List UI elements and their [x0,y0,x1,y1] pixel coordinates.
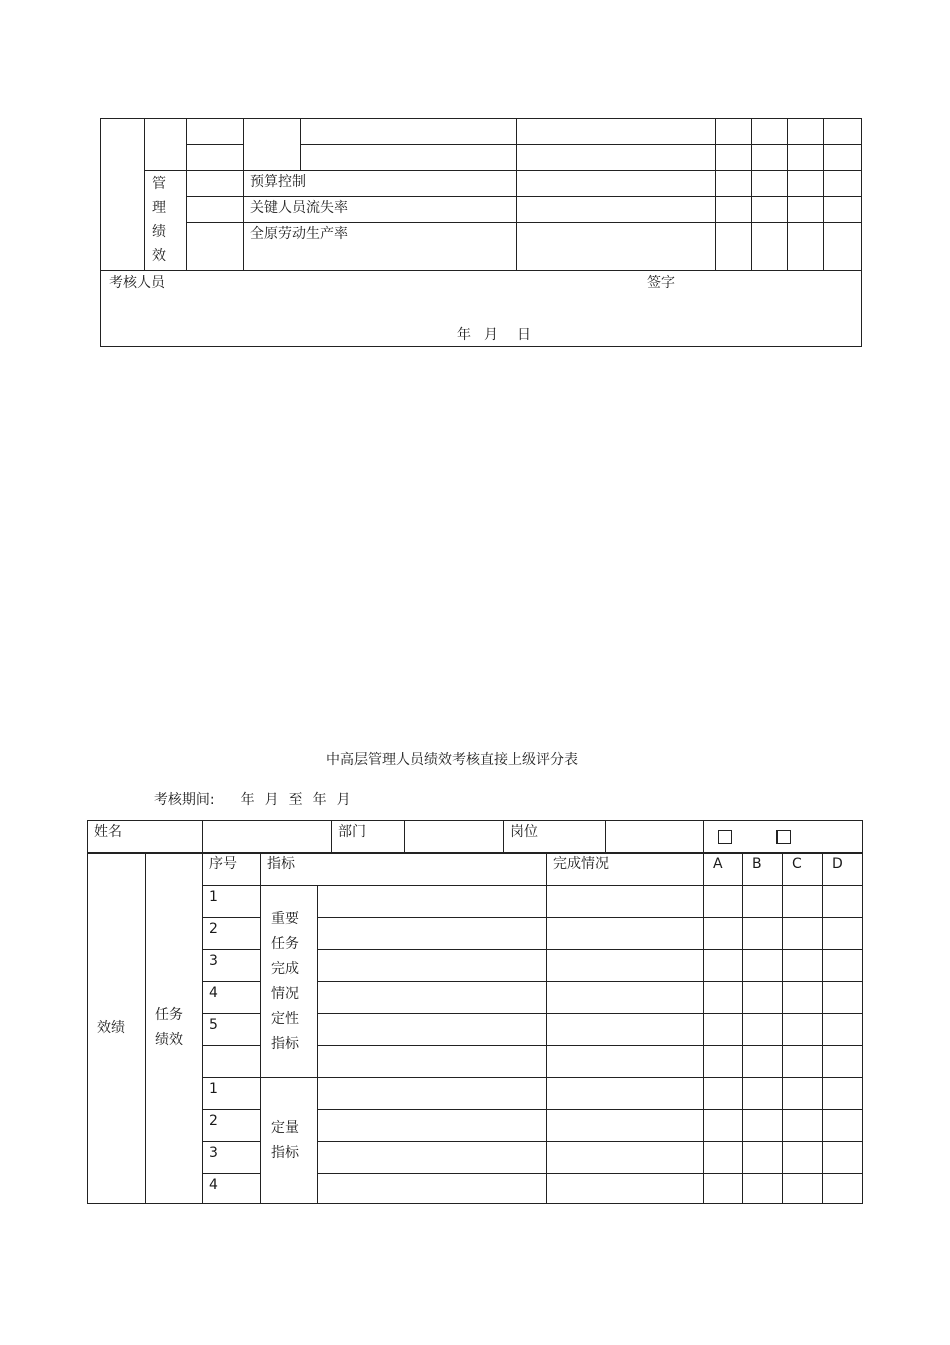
grade-cell[interactable] [704,1110,743,1142]
form1-cell[interactable] [187,145,244,171]
form1-grade-cell[interactable] [716,197,752,223]
form1-grade-cell[interactable] [752,223,788,271]
form1-table [100,118,862,347]
form1-cell[interactable] [517,119,716,145]
period-month-2: 月 [336,792,351,808]
grade-cell[interactable] [704,982,743,1014]
form1-cell [145,119,187,171]
grade-b-header: B [743,853,783,886]
grade-cell[interactable] [704,1046,743,1078]
form2-title: 中高层管理人员绩效考核直接上级评分表 [326,752,578,768]
grade-cell[interactable] [823,1014,863,1046]
grade-cell[interactable] [823,1174,863,1204]
grade-cell[interactable] [783,918,823,950]
grade-cell[interactable] [783,1014,823,1046]
form1-grade-cell[interactable] [824,119,862,145]
grade-cell[interactable] [823,1142,863,1174]
completion-field[interactable] [547,1110,704,1142]
grade-cell[interactable] [823,918,863,950]
qual-line: 指标 [271,1035,299,1052]
date-year: 年 [457,327,471,343]
completion-field[interactable] [547,886,704,918]
grade-cell[interactable] [823,950,863,982]
grade-cell[interactable] [783,1174,823,1204]
grade-cell[interactable] [743,1014,783,1046]
form1-footer [101,271,862,347]
mgmt-char: 效 [152,248,166,264]
qual-seq: 4 [203,982,261,1014]
grade-cell[interactable] [704,1078,743,1110]
qual-line: 情况 [271,985,299,1002]
qual-seq: 2 [203,918,261,950]
indicator-field[interactable] [318,1174,547,1204]
form1-grade-cell[interactable] [824,171,862,197]
completion-field[interactable] [547,1142,704,1174]
mgmt-char: 绩 [152,224,166,240]
grade-cell[interactable] [704,886,743,918]
grade-cell[interactable] [743,1142,783,1174]
period-label: 考核期间: [153,792,215,808]
grade-cell[interactable] [704,1174,743,1204]
checkbox[interactable] [776,830,791,844]
form1-cell[interactable] [517,197,716,223]
department-label: 部门 [332,821,405,854]
qualitative-label [261,886,318,1078]
task-perf-line: 任务 [155,1007,183,1023]
form1-cell [244,119,301,171]
form1-grade-cell[interactable] [788,119,824,145]
completion-field[interactable] [547,982,704,1014]
indicator-budget-control: 预算控制 [244,171,517,197]
form1-grade-cell[interactable] [716,171,752,197]
checkbox[interactable] [718,830,732,844]
form1-cell[interactable] [517,145,716,171]
indicator-field[interactable] [318,950,547,982]
indicator-field[interactable] [318,1078,547,1110]
grade-cell[interactable] [743,1110,783,1142]
indicator-field[interactable] [318,1046,547,1078]
quant-line: 定量 [271,1119,299,1136]
form1-cell[interactable] [301,145,517,171]
indicator-field[interactable] [318,1014,547,1046]
grade-cell[interactable] [743,982,783,1014]
indicator-field[interactable] [318,982,547,1014]
quant-seq: 4 [203,1174,261,1204]
quant-line: 指标 [271,1144,299,1161]
grade-cell[interactable] [743,1046,783,1078]
grade-cell[interactable] [823,982,863,1014]
grade-cell[interactable] [783,1046,823,1078]
grade-cell[interactable] [823,1078,863,1110]
indicator-labor-productivity: 全原劳动生产率 [244,223,517,271]
indicator-field[interactable] [318,1110,547,1142]
grade-cell[interactable] [783,886,823,918]
indicator-field[interactable] [318,886,547,918]
form1-grade-cell[interactable] [824,223,862,271]
quantitative-label [261,1078,318,1204]
form1-cell[interactable] [517,171,716,197]
grade-cell[interactable] [783,1078,823,1110]
name-field[interactable] [203,821,332,854]
form1-cell[interactable] [187,119,244,145]
period-month-1: 月 [264,792,279,808]
mgmt-char: 理 [152,200,166,216]
grade-c-header: C [783,853,823,886]
qual-line: 任务 [271,935,299,952]
form1-cell[interactable] [187,171,244,197]
grade-cell[interactable] [743,1078,783,1110]
grade-cell[interactable] [783,982,823,1014]
date-month: 月 [484,327,498,343]
qual-seq: 5 [203,1014,261,1046]
quant-seq: 2 [203,1110,261,1142]
grade-d-header: D [823,853,863,886]
form1-grade-cell[interactable] [788,223,824,271]
completion-field[interactable] [547,918,704,950]
indicator-key-staff-turnover: 关键人员流失率 [244,197,517,223]
form2-main-table [87,852,863,1204]
form2-header-table [87,820,863,854]
department-field[interactable] [405,821,504,854]
position-label: 岗位 [504,821,606,854]
form1-cell[interactable] [187,197,244,223]
form1-grade-cell[interactable] [824,145,862,171]
grade-cell[interactable] [743,950,783,982]
period-to: 至 [288,792,303,808]
grade-cell[interactable] [783,1110,823,1142]
mgmt-char: 管 [152,176,166,192]
completion-field[interactable] [547,1014,704,1046]
qual-line: 重要 [271,910,299,927]
grade-cell[interactable] [704,950,743,982]
form1-grade-cell[interactable] [752,145,788,171]
grade-cell[interactable] [743,886,783,918]
qual-line: 完成 [271,960,299,977]
grade-a-header: A [704,853,743,886]
date-day: 日 [517,327,531,343]
completion-field[interactable] [547,950,704,982]
form1-cell[interactable] [187,223,244,271]
task-perf-line: 绩效 [155,1032,183,1048]
form1-grade-cell[interactable] [716,223,752,271]
form1-left-blank [101,119,145,271]
task-perf-label [146,853,203,1204]
form1-cell[interactable] [517,223,716,271]
grade-cell[interactable] [823,886,863,918]
form1-grade-cell[interactable] [788,145,824,171]
assessment-period [145,773,351,809]
form1-grade-cell[interactable] [752,197,788,223]
period-year-2: 年 [312,792,327,808]
grade-cell[interactable] [783,950,823,982]
quant-seq: 3 [203,1142,261,1174]
completion-field[interactable] [547,1078,704,1110]
period-year-1: 年 [240,792,255,808]
form1-grade-cell[interactable] [752,119,788,145]
grade-cell[interactable] [823,1046,863,1078]
completion-field[interactable] [547,1046,704,1078]
indicator-field[interactable] [318,918,547,950]
quant-seq: 1 [203,1078,261,1110]
grade-cell[interactable] [743,918,783,950]
assessor-label: 考核人员 [109,275,165,291]
grade-cell[interactable] [823,1110,863,1142]
seq-header: 序号 [203,853,261,886]
grade-cell[interactable] [704,1014,743,1046]
form1-grade-cell[interactable] [824,197,862,223]
grade-cell[interactable] [743,1174,783,1204]
indicator-field[interactable] [318,1142,547,1174]
checkbox-cell [704,821,863,854]
qual-line: 定性 [271,1010,299,1027]
qual-seq [203,1046,261,1078]
indicator-header: 指标 [261,853,547,886]
sign-label: 签字 [647,275,675,291]
form1-grade-cell[interactable] [788,197,824,223]
grade-cell[interactable] [704,918,743,950]
position-field[interactable] [606,821,704,854]
form1-grade-cell[interactable] [716,119,752,145]
name-label: 姓名 [88,821,203,854]
qual-seq: 1 [203,886,261,918]
form1-grade-cell[interactable] [788,171,824,197]
qual-seq: 3 [203,950,261,982]
perf-label: 效绩 [88,853,146,1204]
completion-field[interactable] [547,1174,704,1204]
completion-header: 完成情况 [547,853,704,886]
form1-grade-cell[interactable] [752,171,788,197]
grade-cell[interactable] [704,1142,743,1174]
form1-grade-cell[interactable] [716,145,752,171]
mgmt-performance-label [145,171,187,271]
form1-cell[interactable] [301,119,517,145]
grade-cell[interactable] [783,1142,823,1174]
